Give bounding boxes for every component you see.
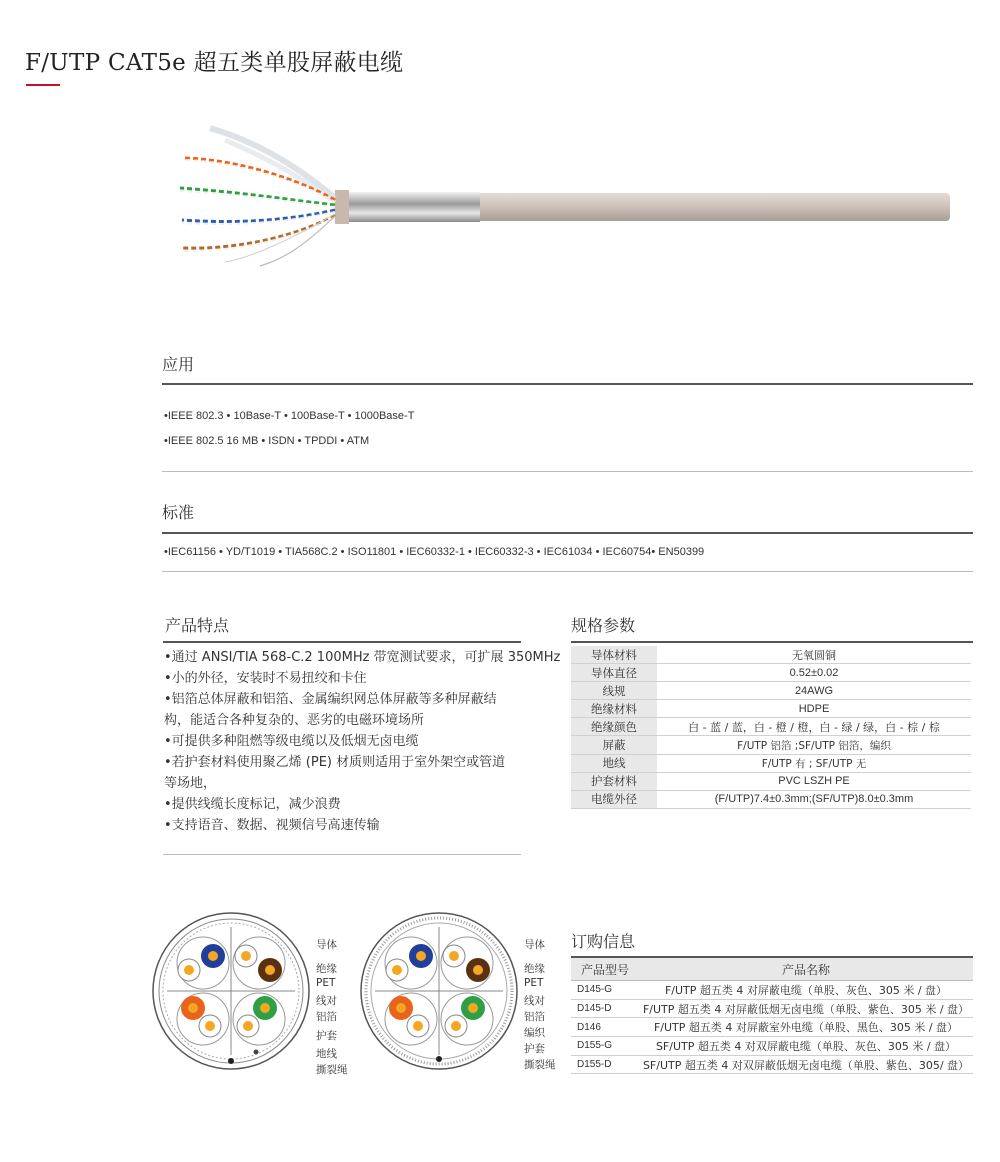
column-header-model: 产品型号 — [571, 958, 639, 981]
spec-value: 白 - 蓝 / 蓝，白 - 橙 / 橙，白 - 绿 / 绿，白 - 棕 / 棕 — [657, 718, 971, 736]
order-model: D146 — [571, 1018, 639, 1037]
specs-heading: 规格参数 — [571, 616, 636, 635]
diagram-label: 撕裂绳 — [524, 1059, 556, 1071]
diagram-label: PET — [316, 977, 336, 989]
spec-key: 电缆外径 — [571, 790, 657, 808]
order-name: F/UTP 超五类 4 对屏蔽低烟无卤电缆（单股、紫色、305 米 / 盘） — [639, 999, 973, 1018]
application-heading: 应用 — [162, 355, 195, 374]
order-model: D155-G — [571, 1037, 639, 1056]
table-row — [571, 772, 971, 790]
order-model: D145-D — [571, 999, 639, 1018]
order-name: SF/UTP 超五类 4 对双屏蔽电缆（单股、灰色、305 米 / 盘） — [639, 1037, 973, 1056]
feature-line: 等场地， — [164, 776, 217, 791]
table-row — [571, 736, 971, 754]
order-model: D155-D — [571, 1055, 639, 1074]
diagram-label: 线对 — [316, 995, 337, 1007]
table-row — [571, 1018, 973, 1037]
table-row — [571, 1037, 973, 1056]
feature-line: •通过 ANSI/TIA 568-C.2 100MHz 带宽测试要求，可扩展 350MHz — [164, 650, 561, 665]
diagram-label: 编织 — [524, 1027, 545, 1039]
spec-key: 绝缘材料 — [571, 700, 657, 718]
features-list — [164, 647, 560, 836]
feature-line: •支持语音、数据、视频信号高速传输 — [164, 818, 380, 833]
feature-line: •小的外径，安装时不易扭绞和卡住 — [164, 671, 367, 686]
diagram-label: 导体 — [524, 939, 545, 951]
spec-key: 线规 — [571, 682, 657, 700]
standards-rule — [162, 532, 973, 534]
application-line-1: •IEEE 802.3 • 10Base-T • 100Base-T • 1000Base-T — [164, 410, 415, 422]
application-line-2: •IEEE 802.5 16 MB • ISDN • TPDDI • ATM — [164, 435, 370, 447]
sftp-cross-section-diagram — [358, 912, 523, 1074]
order-table — [571, 958, 973, 1074]
page-title: F/UTP CAT5e 超五类单股屏蔽电缆 — [25, 50, 404, 76]
standards-end-rule — [162, 571, 973, 572]
column-header-name: 产品名称 — [639, 958, 973, 981]
table-row — [571, 754, 971, 772]
diagram-label: 铝箔 — [316, 1011, 337, 1023]
standards-line: •IEC61156 • YD/T1019 • TIA568C.2 • ISO11801 • IEC60332-1 • IEC60332-3 • IEC61034 • IEC60754• EN50399 — [164, 546, 705, 558]
diagram-label: 绝缘 — [316, 963, 337, 975]
feature-line: •提供线缆长度标记，减少浪费 — [164, 797, 341, 812]
table-header-row — [571, 958, 973, 981]
spec-key: 导体材料 — [571, 646, 657, 664]
diagram-label: 护套 — [316, 1030, 337, 1042]
table-row — [571, 646, 971, 664]
diagram-label: 护套 — [524, 1043, 545, 1055]
order-name: SF/UTP 超五类 4 对双屏蔽低烟无卤电缆（单股、紫色、305/ 盘） — [639, 1055, 973, 1074]
table-row — [571, 999, 973, 1018]
feature-line: •铝箔总体屏蔽和铝箔、金属编织网总体屏蔽等多种屏蔽结 — [164, 692, 497, 707]
diagram-label: PET — [524, 977, 544, 989]
features-end-rule — [163, 854, 521, 855]
application-rule — [162, 383, 973, 385]
spec-value: HDPE — [657, 700, 971, 718]
diagram-label: 地线 — [316, 1048, 337, 1060]
table-row — [571, 790, 971, 808]
spec-value: (F/UTP)7.4±0.3mm;(SF/UTP)8.0±0.3mm — [657, 790, 971, 808]
spec-value: 无氧圆铜 — [657, 646, 971, 664]
spec-key: 地线 — [571, 754, 657, 772]
table-row — [571, 700, 971, 718]
table-row — [571, 664, 971, 682]
cable-photo — [170, 120, 960, 280]
diagram-label: 导体 — [316, 939, 337, 951]
order-model: D145-G — [571, 981, 639, 1000]
diagram-label: 撕裂绳 — [316, 1064, 348, 1076]
title-accent-bar — [26, 84, 60, 86]
spec-value: 0.52±0.02 — [657, 664, 971, 682]
table-row — [571, 1055, 973, 1074]
features-rule — [163, 641, 521, 643]
specs-rule — [571, 641, 973, 643]
order-name: F/UTP 超五类 4 对屏蔽室外电缆（单股、黑色、305 米 / 盘） — [639, 1018, 973, 1037]
diagram-label: 铝箔 — [524, 1011, 545, 1023]
table-row — [571, 981, 973, 1000]
spec-value: F/UTP 铝箔 ;SF/UTP 铝箔，编织 — [657, 736, 971, 754]
diagram-label: 线对 — [524, 995, 545, 1007]
table-row — [571, 682, 971, 700]
feature-line: 构，能适合各种复杂的、恶劣的电磁环境场所 — [164, 713, 425, 728]
feature-line: •可提供多种阻燃等级电缆以及低烟无卤电缆 — [164, 734, 419, 749]
specs-table — [571, 646, 971, 809]
feature-line: •若护套材料使用聚乙烯 (PE) 材质则适用于室外架空或管道 — [164, 755, 506, 770]
spec-value: PVC LSZH PE — [657, 772, 971, 790]
standards-heading: 标准 — [162, 503, 195, 522]
spec-key: 导体直径 — [571, 664, 657, 682]
spec-key: 绝缘颜色 — [571, 718, 657, 736]
diagram-label: 绝缘 — [524, 963, 545, 975]
application-end-rule — [162, 471, 973, 472]
ftp-cross-section-diagram — [150, 912, 315, 1074]
features-heading: 产品特点 — [165, 616, 230, 635]
spec-value: F/UTP 有 ; SF/UTP 无 — [657, 754, 971, 772]
spec-value: 24AWG — [657, 682, 971, 700]
spec-key: 护套材料 — [571, 772, 657, 790]
table-row — [571, 718, 971, 736]
order-heading: 订购信息 — [571, 932, 636, 951]
spec-key: 屏蔽 — [571, 736, 657, 754]
order-name: F/UTP 超五类 4 对屏蔽电缆（单股、灰色、305 米 / 盘） — [639, 981, 973, 1000]
